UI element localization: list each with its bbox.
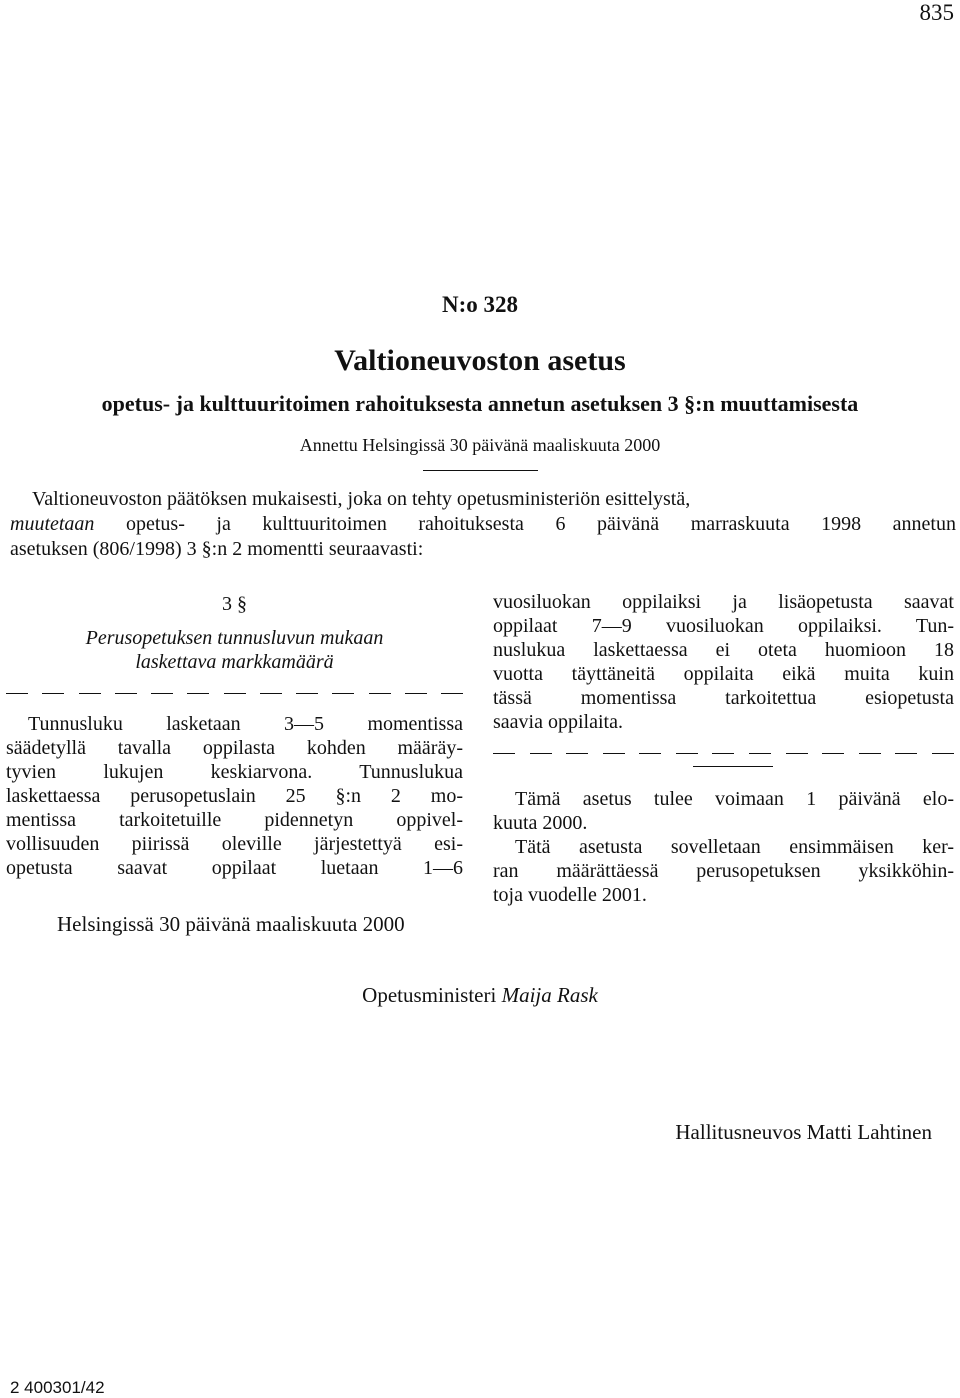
preamble-line: asetuksen (806/1998) 3 §:n 2 momentti seuraavasti:	[10, 538, 424, 560]
title-divider	[423, 470, 538, 471]
body-line: vollisuuden piirissä oleville järjestettyä esi-	[6, 833, 463, 855]
section-title-line: Perusopetuksen tunnusluvun mukaan	[85, 627, 384, 649]
body-line: Tätä asetusta sovelletaan ensimmäisen ker-	[515, 836, 954, 858]
section-title	[6, 626, 463, 674]
omission-dashes	[493, 748, 954, 758]
section-number: 3 §	[222, 593, 247, 615]
body-line: opetusta saavat oppilaat luetaan 1—6	[6, 857, 463, 879]
body-line: saavia oppilaita.	[493, 711, 623, 733]
issued-date: Annettu Helsingissä 30 päivänä maaliskuuta 2000	[299, 435, 661, 455]
omission-dashes	[6, 688, 463, 698]
body-line: vuotta täyttäneitä oppilaita eikä muita kuin	[493, 663, 954, 685]
entry-into-force	[493, 787, 954, 907]
section-body-right	[493, 590, 954, 734]
minister-title: Opetusministeri	[362, 983, 497, 1007]
counsellor-signature: Hallitusneuvos Matti Lahtinen	[675, 1120, 932, 1144]
body-line: kuuta 2000.	[493, 812, 588, 834]
document-subtitle: opetus- ja kulttuuritoimen rahoituksesta annetun asetuksen 3 §:n muuttamisesta	[101, 391, 859, 416]
body-line: ran määrättäessä perusopetuksen yksikköhin-	[493, 860, 954, 882]
document-title: Valtioneuvoston asetus	[334, 344, 626, 377]
left-column	[6, 590, 463, 880]
body-line: laskettaessa perusopetuslain 25 §:n 2 mo-	[6, 785, 463, 807]
preamble-emphasis: muutetaan	[10, 513, 95, 535]
body-line: säädetyllä tavalla oppilasta kohden määräy-	[6, 737, 463, 759]
preamble-line: Valtioneuvoston päätöksen mukaisesti, joka on tehty opetusministeriön esittelystä,	[32, 488, 691, 510]
body-line: nuslukua laskettaessa ei oteta huomioon 18	[493, 639, 954, 661]
body-line: toja vuodelle 2001.	[493, 884, 647, 906]
body-line: oppilaat 7—9 vuosiluokan oppilaiksi. Tun-	[493, 615, 954, 637]
preamble-line	[10, 512, 956, 537]
body-line: mentissa tarkoitetuille pidennetyn oppivel-	[6, 809, 463, 831]
minister-name: Maija Rask	[501, 983, 598, 1007]
body-line: tässä momentissa tarkoitettua esiopetusta	[493, 687, 954, 709]
body-line: Tunnusluku lasketaan 3—5 momentissa	[28, 713, 463, 735]
page-number: 835	[919, 0, 954, 25]
section-body-left	[6, 712, 463, 880]
preamble	[10, 487, 956, 562]
footer-code: 2 400301/42	[10, 1378, 105, 1397]
preamble-line-text: opetus- ja kulttuuritoimen rahoituksesta 6 päivänä marraskuuta 1998 annetun	[94, 513, 956, 535]
body-line: tyvien lukujen keskiarvona. Tunnuslukua	[6, 761, 463, 783]
law-number: N:o 328	[441, 292, 519, 317]
body-line: Tämä asetus tulee voimaan 1 päivänä elo-	[515, 788, 954, 810]
right-column	[493, 590, 954, 907]
section-title-line: laskettava markkamäärä	[135, 651, 334, 673]
section-divider	[693, 766, 773, 767]
signing-place-date: Helsingissä 30 päivänä maaliskuuta 2000	[57, 912, 405, 936]
minister-signature	[0, 983, 960, 1008]
body-line: vuosiluokan oppilaiksi ja lisäopetusta saavat	[493, 591, 954, 613]
